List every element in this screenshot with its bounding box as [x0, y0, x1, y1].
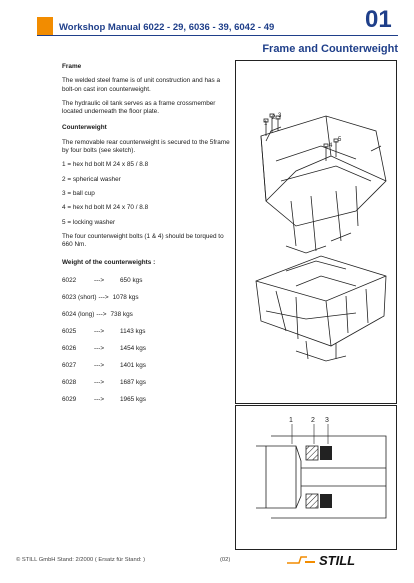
weight-model: 6025: [62, 327, 77, 335]
callout-label: 3: [278, 113, 282, 119]
callout-label: 3: [325, 417, 329, 424]
weight-value: 1401 kgs: [120, 361, 146, 369]
weight-arrow: --->: [94, 344, 105, 352]
weight-model: 6029: [62, 395, 77, 403]
weight-row: [62, 362, 232, 370]
part-item: 4 = hex hd bolt M 24 x 70 / 8.8: [62, 204, 149, 212]
weight-arrow: --->: [94, 361, 105, 369]
weight-model: 6028: [62, 378, 77, 386]
weight-value: 1078 kgs: [112, 293, 139, 301]
weight-arrow: --->: [94, 276, 105, 284]
weight-model: 6024 (long): [62, 310, 95, 318]
part-item: 3 = ball cup: [62, 189, 95, 197]
weight-model: 6023 (short): [62, 293, 97, 301]
part-item: 1 = hex hd bolt M 24 x 85 / 8.8: [62, 161, 149, 169]
weight-arrow: --->: [94, 378, 105, 386]
weight-model: 6026: [62, 344, 77, 352]
frame-paragraph-2: The hydraulic oil tank serves as a frame crossmember located underneath the floor plate.: [62, 99, 216, 116]
still-logo: [287, 553, 377, 567]
callout-label: 1: [289, 417, 293, 424]
weight-row: [62, 294, 232, 302]
page-number: (02): [220, 557, 231, 563]
weights-list: [62, 277, 232, 404]
weight-value: 650 kgs: [120, 276, 143, 284]
weight-value: 1454 kgs: [120, 344, 146, 352]
weight-row: [62, 328, 232, 336]
chapter-number: 01: [365, 6, 392, 33]
weight-value: 1965 kgs: [120, 395, 146, 403]
weight-value: 1687 kgs: [120, 378, 146, 386]
weight-row: [62, 345, 232, 353]
part-item: 5 = locking washer: [62, 218, 116, 226]
frame-drawing-panel: [235, 60, 397, 404]
bolt-cross-section-drawing: [236, 406, 396, 549]
frame-paragraph-1: The welded steel frame is of unit construction and has a bolt-on cast iron counterweight.: [62, 77, 221, 93]
weight-value: 1143 kgs: [120, 327, 146, 335]
weight-arrow: --->: [98, 293, 109, 301]
frame-exploded-drawing: [236, 61, 396, 403]
body-text: [62, 63, 232, 413]
section-title: Frame and Counterweight: [262, 43, 398, 55]
weight-model: 6027: [62, 361, 77, 369]
weight-row: [62, 277, 232, 285]
weight-model: 6022: [62, 276, 77, 284]
footer-copyright: © STILL GmbH Stand: 2/2000 ( Ersatz für Stand: ): [16, 557, 146, 563]
weight-arrow: --->: [94, 395, 105, 403]
header-accent-square: [37, 17, 53, 36]
callout-label: 4: [329, 143, 333, 149]
torque-note: The four counterweight bolts (1 & 4) should be torqued to 660 Nm.: [62, 232, 224, 249]
weight-row: [62, 396, 232, 404]
callout-label: 2: [311, 417, 315, 424]
part-item: 2 = spherical washer: [62, 175, 121, 183]
weight-value: 738 kgs: [110, 310, 133, 318]
header-rule: [37, 35, 398, 36]
bolt-section-panel: [235, 405, 397, 550]
weight-arrow: --->: [96, 310, 107, 318]
counterweight-paragraph: The removable rear counterweight is secured to the 5frame by four bolts (see sketch).: [62, 138, 230, 155]
weight-arrow: --->: [94, 327, 105, 335]
counterweight-heading: Counterweight: [62, 124, 107, 132]
frame-heading: Frame: [62, 63, 82, 70]
weight-row: [62, 379, 232, 387]
weights-heading: Weight of the counterweights :: [62, 259, 156, 267]
weight-row: [62, 311, 232, 319]
callout-label: 5: [338, 137, 342, 143]
callout-label: 2: [272, 115, 276, 121]
logo-wordmark: STILL: [319, 553, 356, 567]
manual-title: Workshop Manual 6022 - 29, 6036 - 39, 6042 - 49: [59, 22, 275, 33]
callout-label: 1: [264, 121, 268, 127]
